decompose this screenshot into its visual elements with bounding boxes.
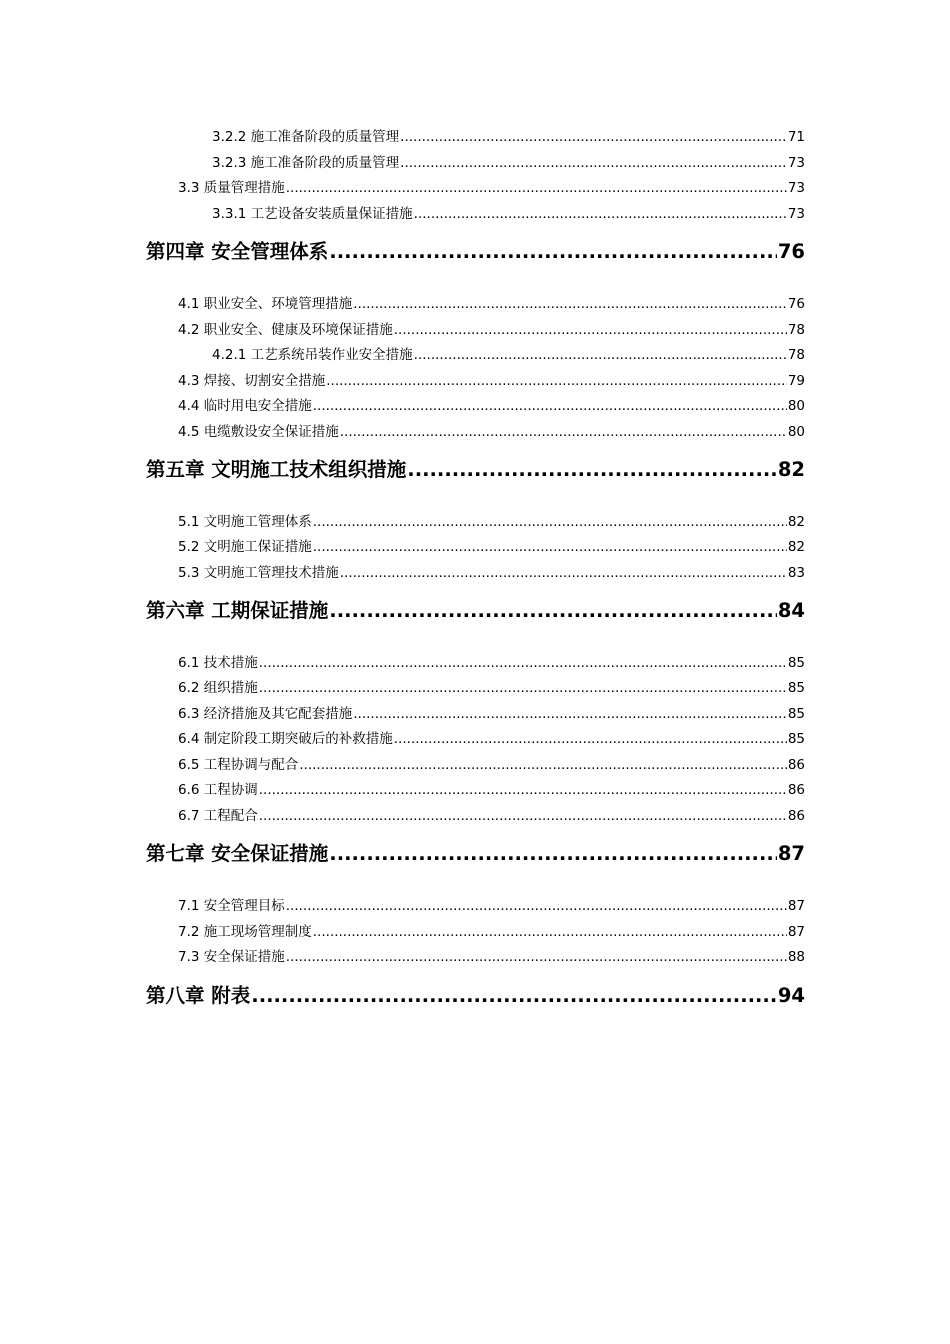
toc-entry-7-1[interactable] (178, 896, 805, 916)
toc-entry-label: 7.3 安全保证措施 (178, 949, 285, 965)
toc-entry-label: 3.2.2 施工准备阶段的质量管理 (212, 129, 400, 145)
toc-page-number: 85 (787, 680, 805, 696)
toc-page-number: 71 (787, 129, 805, 145)
toc-page-number: 85 (787, 706, 805, 722)
toc-chapter-title: 第八章 附表 (146, 984, 251, 1007)
toc-entry-label: 3.2.3 施工准备阶段的质量管理 (212, 155, 400, 171)
toc-entry-label: 6.3 经济措施及其它配套措施 (178, 706, 353, 722)
toc-dot-leader (329, 596, 777, 626)
toc-dot-leader (251, 981, 777, 1011)
toc-entry-label: 6.2 组织措施 (178, 680, 258, 696)
toc-entry-4-1[interactable] (178, 294, 805, 314)
toc-entry-3-2-2[interactable] (212, 127, 805, 147)
toc-chapter-7[interactable] (146, 839, 805, 869)
toc-dot-leader (313, 396, 787, 416)
toc-entry-6-7[interactable] (178, 806, 805, 826)
toc-entry-4-3[interactable] (178, 371, 805, 391)
toc-dot-leader (313, 922, 787, 942)
toc-dot-leader (313, 512, 787, 532)
toc-entry-label: 4.3 焊接、切割安全措施 (178, 373, 326, 389)
toc-entry-4-2-1[interactable] (212, 345, 805, 365)
toc-entry-label: 4.2.1 工艺系统吊装作业安全措施 (212, 347, 413, 363)
toc-dot-leader (414, 204, 787, 224)
toc-page-number: 80 (787, 398, 805, 414)
toc-entry-label: 6.6 工程协调 (178, 782, 258, 798)
toc-chapter-title: 第五章 文明施工技术组织措施 (146, 458, 407, 481)
toc-dot-leader (340, 563, 787, 583)
toc-dot-leader (286, 947, 787, 967)
toc-page-number: 82 (787, 539, 805, 555)
toc-entry-label: 4.1 职业安全、环境管理措施 (178, 296, 353, 312)
toc-entry-7-2[interactable] (178, 922, 805, 942)
toc-page-number: 78 (787, 322, 805, 338)
toc-chapter-4[interactable] (146, 237, 805, 267)
toc-entry-5-2[interactable] (178, 537, 805, 557)
toc-chapter-title: 第七章 安全保证措施 (146, 842, 329, 865)
toc-page-number: 94 (777, 984, 805, 1007)
toc-dot-leader (326, 371, 787, 391)
toc-page-number: 80 (787, 424, 805, 440)
toc-entry-6-1[interactable] (178, 653, 805, 673)
toc-dot-leader (340, 422, 787, 442)
toc-page-number: 78 (787, 347, 805, 363)
toc-entry-label: 7.2 施工现场管理制度 (178, 924, 312, 940)
toc-page-number: 76 (787, 296, 805, 312)
toc-page-number: 87 (787, 898, 805, 914)
toc-entry-label: 7.1 安全管理目标 (178, 898, 285, 914)
toc-dot-leader (259, 678, 787, 698)
toc-entry-label: 4.2 职业安全、健康及环境保证措施 (178, 322, 393, 338)
toc-dot-leader (259, 780, 787, 800)
toc-chapter-title: 第六章 工期保证措施 (146, 599, 329, 622)
toc-entry-label: 3.3 质量管理措施 (178, 180, 285, 196)
toc-entry-3-3[interactable] (178, 178, 805, 198)
toc-entry-3-3-1[interactable] (212, 204, 805, 224)
toc-page-number: 73 (787, 180, 805, 196)
toc-page-number: 86 (787, 808, 805, 824)
toc-entry-label: 4.4 临时用电安全措施 (178, 398, 312, 414)
toc-entry-4-4[interactable] (178, 396, 805, 416)
toc-page-number: 73 (787, 206, 805, 222)
toc-dot-leader (394, 729, 787, 749)
toc-entry-3-2-3[interactable] (212, 153, 805, 173)
toc-entry-label: 3.3.1 工艺设备安装质量保证措施 (212, 206, 413, 222)
toc-page-number: 87 (777, 842, 805, 865)
toc-page-number: 85 (787, 655, 805, 671)
toc-entry-5-3[interactable] (178, 563, 805, 583)
toc-entry-6-6[interactable] (178, 780, 805, 800)
toc-dot-leader (329, 839, 777, 869)
toc-chapter-6[interactable] (146, 596, 805, 626)
toc-dot-leader (299, 755, 787, 775)
toc-dot-leader (400, 127, 787, 147)
toc-page-number: 83 (787, 565, 805, 581)
toc-entry-4-2[interactable] (178, 320, 805, 340)
toc-page-number: 85 (787, 731, 805, 747)
toc-chapter-5[interactable] (146, 455, 805, 485)
toc-entry-6-2[interactable] (178, 678, 805, 698)
toc-dot-leader (286, 896, 787, 916)
toc-dot-leader (313, 537, 787, 557)
toc-dot-leader (353, 704, 787, 724)
toc-page-number: 84 (777, 599, 805, 622)
toc-chapter-title: 第四章 安全管理体系 (146, 240, 329, 263)
toc-dot-leader (407, 455, 777, 485)
toc-page-number: 88 (787, 949, 805, 965)
toc-dot-leader (259, 806, 787, 826)
toc-entry-label: 6.7 工程配合 (178, 808, 258, 824)
toc-entry-6-5[interactable] (178, 755, 805, 775)
toc-entry-6-4[interactable] (178, 729, 805, 749)
toc-page-number: 86 (787, 782, 805, 798)
toc-page-number: 87 (787, 924, 805, 940)
toc-entry-4-5[interactable] (178, 422, 805, 442)
toc-entry-7-3[interactable] (178, 947, 805, 967)
toc-entry-label: 5.1 文明施工管理体系 (178, 514, 312, 530)
toc-entry-5-1[interactable] (178, 512, 805, 532)
toc-dot-leader (353, 294, 787, 314)
toc-page-number: 76 (777, 240, 805, 263)
toc-page-number: 73 (787, 155, 805, 171)
toc-dot-leader (286, 178, 787, 198)
toc-page-number: 82 (787, 514, 805, 530)
toc-entry-label: 4.5 电缆敷设安全保证措施 (178, 424, 339, 440)
toc-dot-leader (394, 320, 787, 340)
toc-page-number: 79 (787, 373, 805, 389)
toc-entry-label: 5.2 文明施工保证措施 (178, 539, 312, 555)
toc-entry-label: 6.4 制定阶段工期突破后的补救措施 (178, 731, 393, 747)
toc-dot-leader (400, 153, 787, 173)
toc-page-number: 82 (777, 458, 805, 481)
toc-entry-label: 6.1 技术措施 (178, 655, 258, 671)
toc-dot-leader (259, 653, 787, 673)
toc-dot-leader (414, 345, 787, 365)
toc-entry-6-3[interactable] (178, 704, 805, 724)
toc-dot-leader (329, 237, 777, 267)
toc-entry-label: 6.5 工程协调与配合 (178, 757, 299, 773)
toc-chapter-8[interactable] (146, 981, 805, 1011)
toc-entry-label: 5.3 文明施工管理技术措施 (178, 565, 339, 581)
toc-page-number: 86 (787, 757, 805, 773)
